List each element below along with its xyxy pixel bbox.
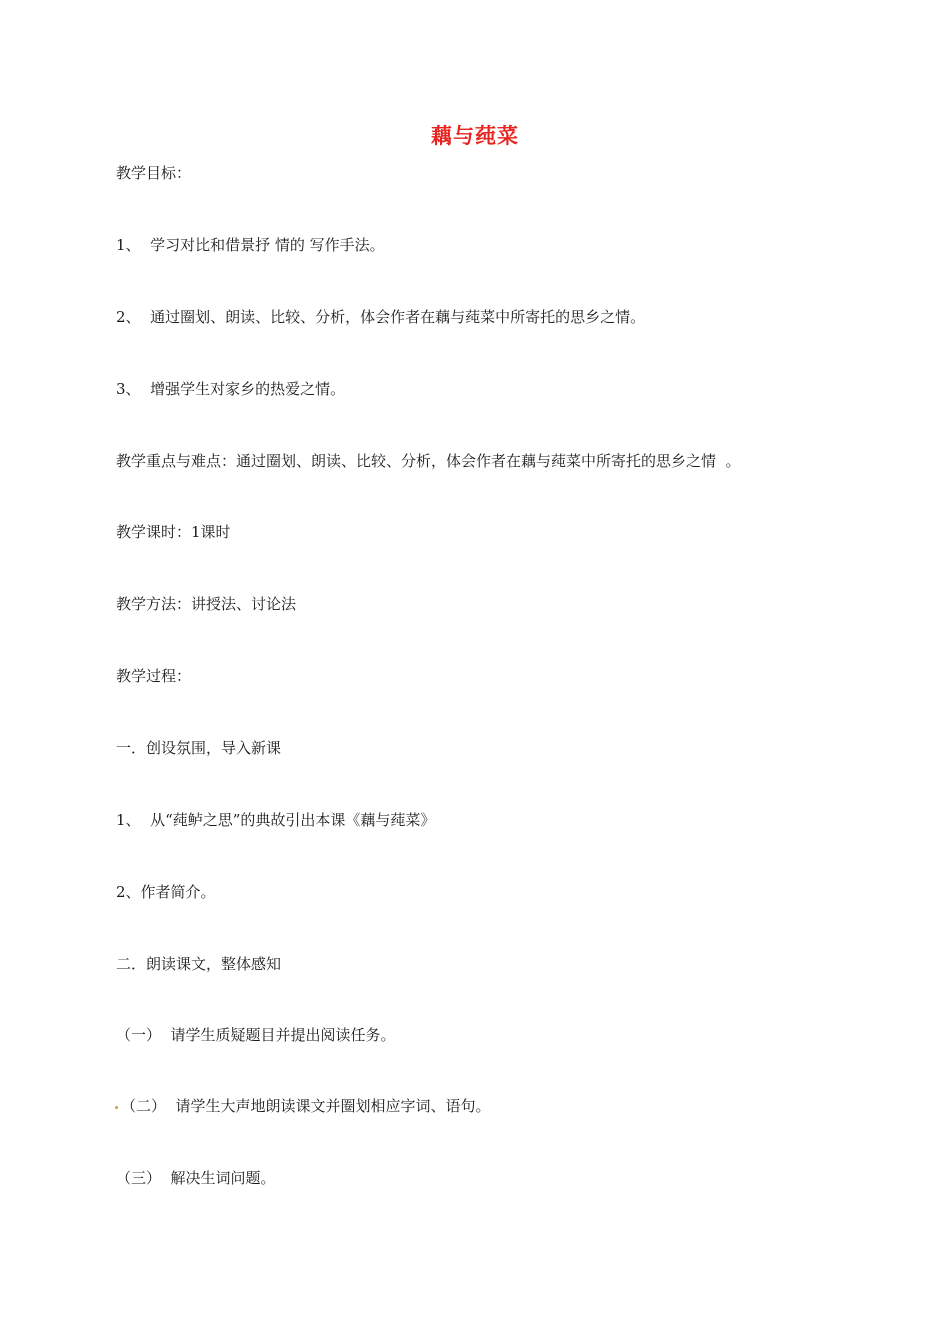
text-line-section-2-item-1: （一） 请学生质疑题目并提出阅读任务。	[116, 1026, 396, 1044]
text-line-teaching-methods: 教学方法：讲授法、讨论法	[116, 595, 297, 613]
document-title: 藕与莼菜	[431, 124, 519, 148]
stray-mark	[115, 1106, 118, 1109]
text-line-section-1: 一．创设氛围，导入新课	[116, 739, 282, 757]
text-line-section-2-item-3: （三） 解决生词问题。	[116, 1169, 276, 1187]
text-line-objective-3: 3、 增强学生对家乡的热爱之情。	[116, 380, 346, 398]
text-line-objective-1: 1、 学习对比和借景抒 情的 写作手法。	[116, 236, 385, 254]
text-line-objective-2: 2、 通过圈划、朗读、比较、分析，体会作者在藕与莼菜中所寄托的思乡之情。	[116, 308, 646, 326]
text-line-section-2: 二．朗读课文，整体感知	[116, 955, 282, 973]
text-line-section-2-item-2: （二） 请学生大声地朗读课文并圈划相应字词、语句。	[121, 1097, 491, 1115]
text-line-process-heading: 教学过程：	[116, 667, 192, 685]
text-line-class-hours: 教学课时：1课时	[116, 523, 231, 541]
text-line-objectives-heading: 教学目标：	[116, 164, 192, 182]
text-line-section-1-item-1: 1、 从“莼鲈之思”的典故引出本课《藕与莼菜》	[116, 811, 436, 829]
text-line-key-points: 教学重点与难点：通过圈划、朗读、比较、分析，体会作者在藕与莼菜中所寄托的思乡之情 。	[116, 452, 741, 470]
text-line-section-1-item-2: 2、作者简介。	[116, 883, 216, 901]
